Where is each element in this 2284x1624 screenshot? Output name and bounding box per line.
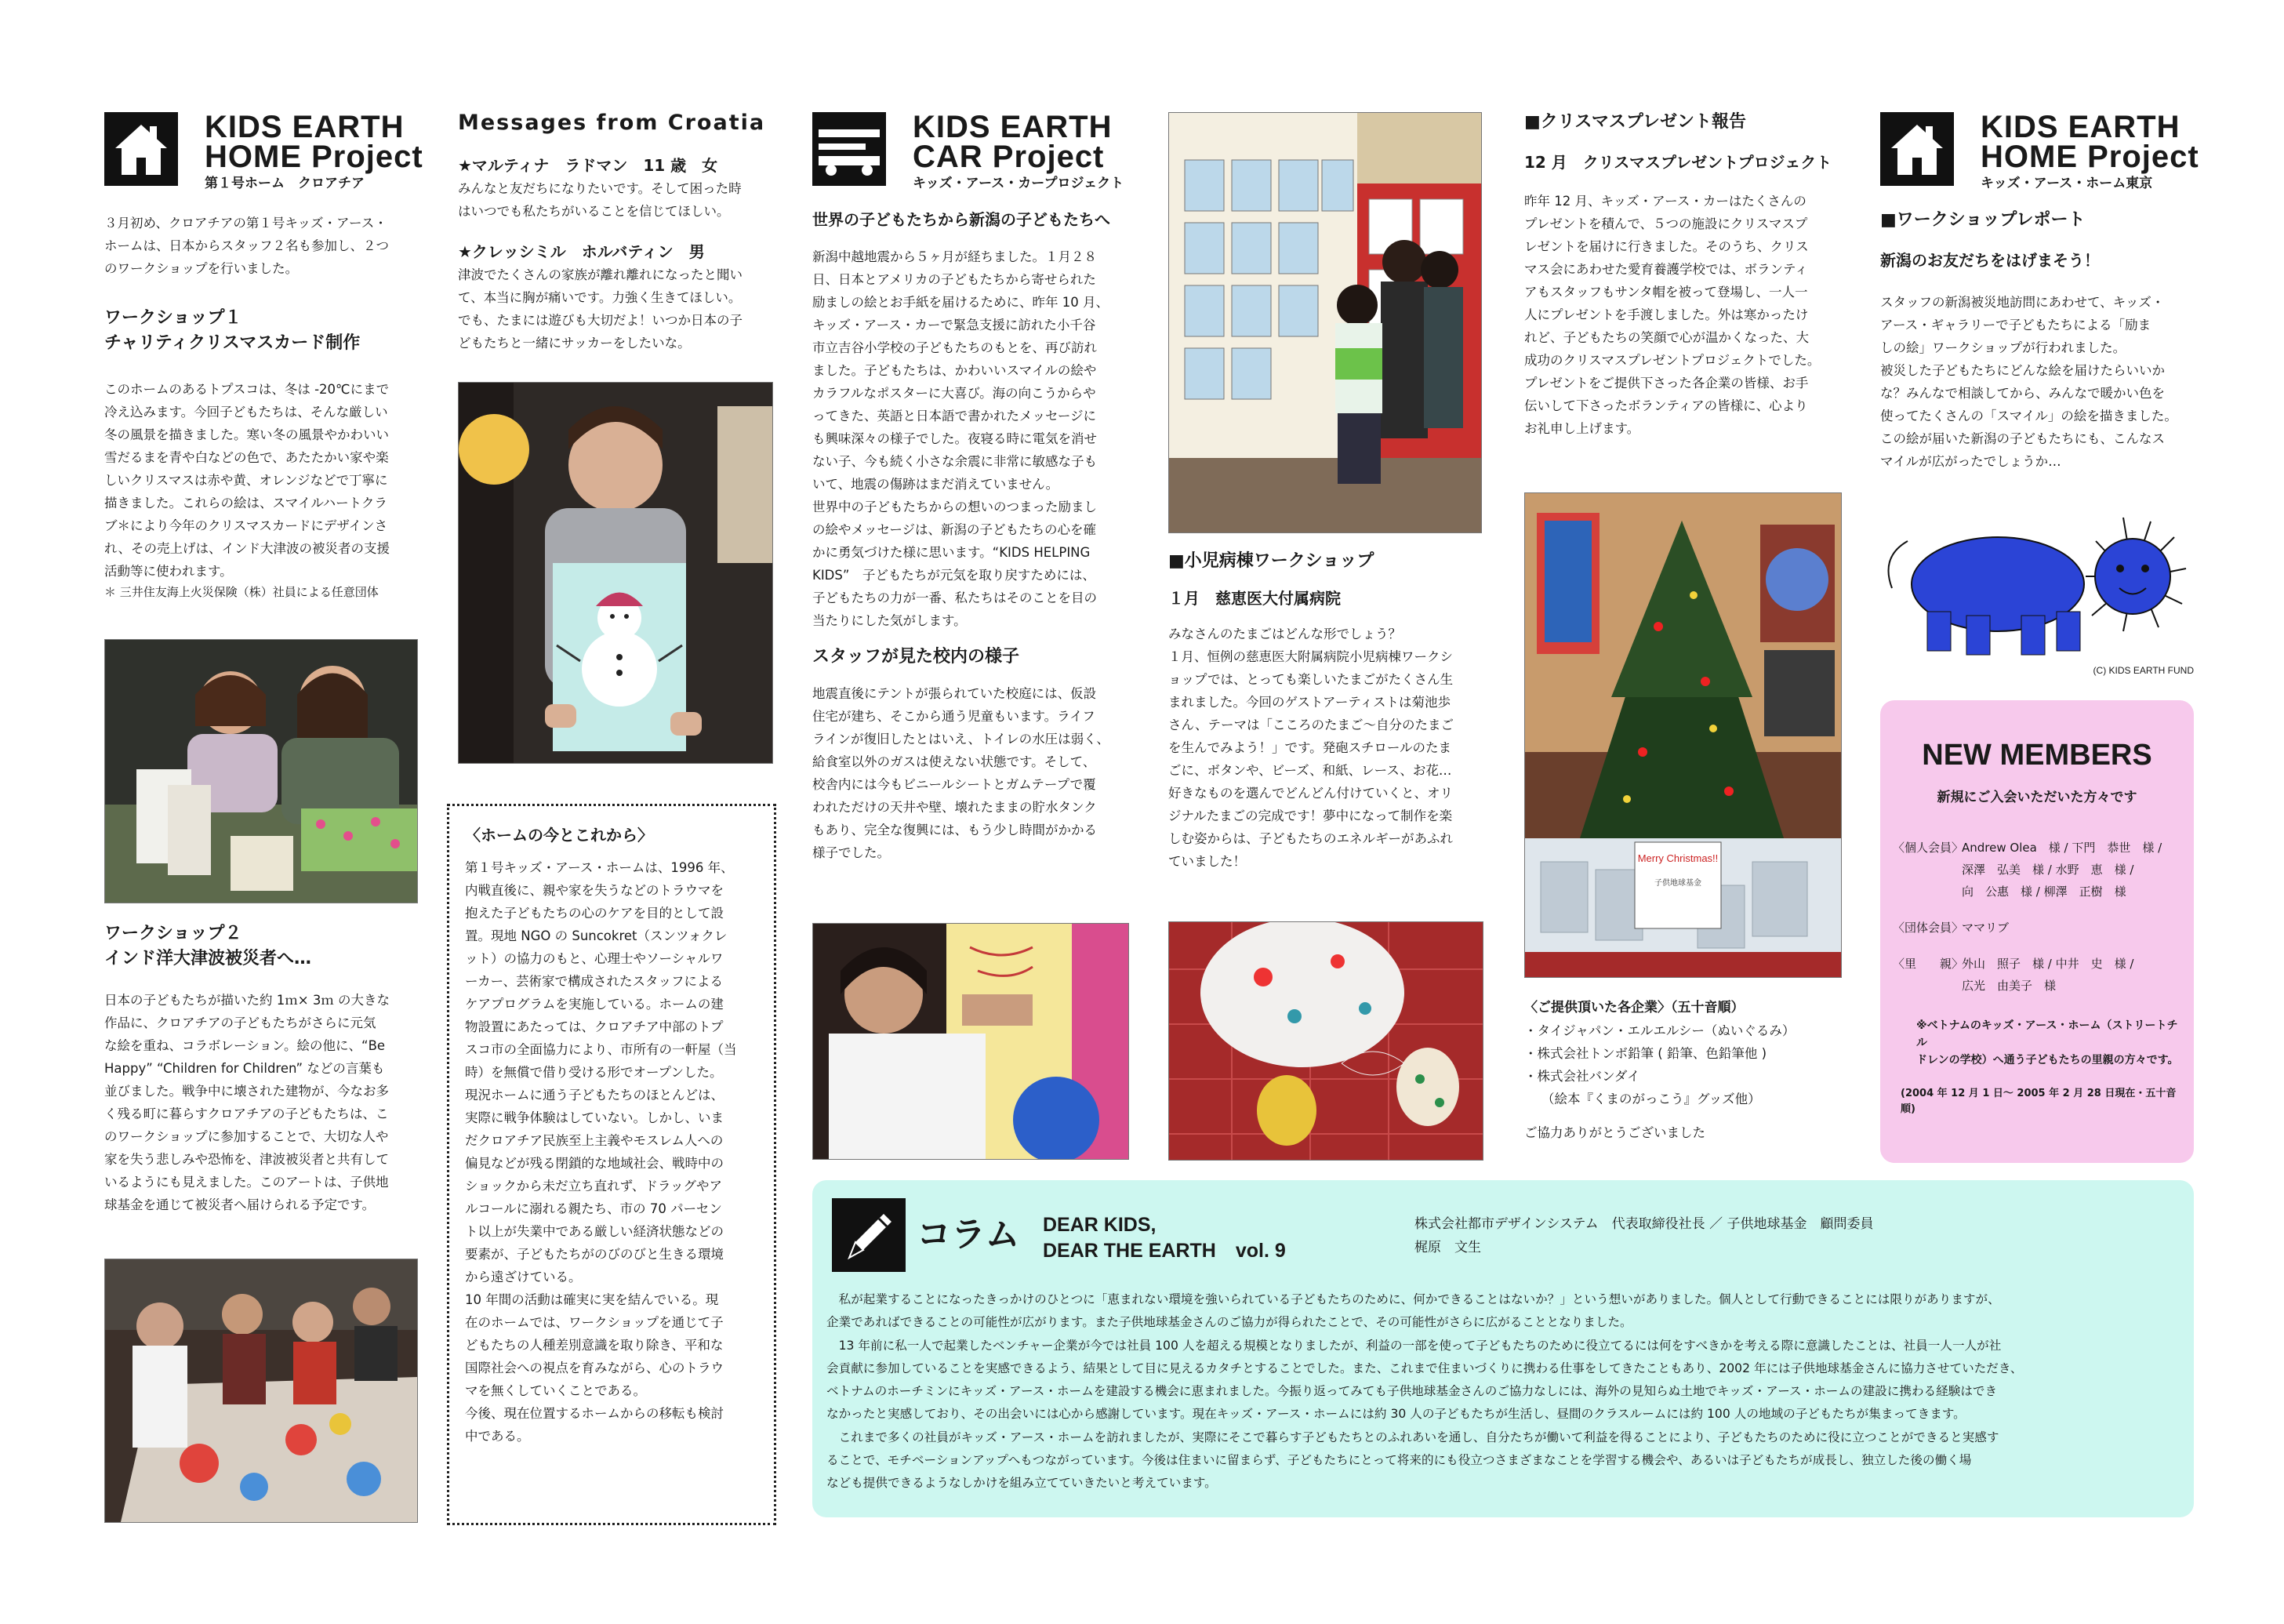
intro-text: ３月初め、クロアチアの第１号キッズ・アース・ ホームは、日本からスタッフ２名も参加し、２つ のワークショップを行いました。 xyxy=(104,216,389,276)
workshop1-section xyxy=(104,306,426,601)
members-period: (2004 年 12 月 1 日〜 2005 年 2 月 28 日現在・五十音順) xyxy=(1901,1088,2177,1115)
tokyo-workshop-title: ■ワークショップレポート xyxy=(1880,210,2086,230)
home-now-box xyxy=(447,804,776,1525)
school-body: 地震直後にテントが張られていた校庭には、仮設 住宅が建ち、そこから通う児童もいます。ライフ ラインが復旧したとはいえ、トイレの水圧は弱く、 給食室以外のガスは使えない状態です。そして、 校舎内には今もビニールシートとガムテープで覆 われただけの天井や壁、壊れたままの貯水タンク もあり、完全な復興には、もう少し時間がかかる 様子でした。 xyxy=(812,686,1109,860)
photo-school-gallery xyxy=(1168,112,1482,533)
house-icon xyxy=(1880,112,1954,186)
member-line: 外山 照子 様 / 中井 史 様 / xyxy=(1962,957,2134,971)
new-members-box xyxy=(1880,700,2194,1163)
column-author-title: 株式会社都市デザインシステム 代表取締役社長 ／ 子供地球基金 顧問委員 xyxy=(1414,1216,1874,1232)
kids-earth-car-logo xyxy=(812,112,1142,198)
tokyo-workshop xyxy=(1880,208,2210,473)
sponsor-item: ・株式会社トンボ鉛筆 ( 鉛筆、色鉛筆他 ) xyxy=(1524,1046,1767,1061)
drawing-credit: (C) KIDS EARTH FUND xyxy=(2093,665,2194,676)
group-members xyxy=(1893,917,2181,939)
photo-boy-snowman xyxy=(458,382,773,764)
christmas-title: ■クリスマスプレゼント報告 xyxy=(1524,112,1747,132)
hospital-subtitle: １月 慈恵医大付属病院 xyxy=(1168,589,1341,608)
tokyo-workshop-body: スタッフの新潟被災地訪問にあわせて、キッズ・ アース・ギャラリーで子どもたちによる「励ま しの絵」ワークショップが行われました。 被災した子どもたちにどんな絵を届けたらいいか な？みんなで相談してから、みんなで暖かい色を 使ってたくさんの「スマイル」の絵を描きました。 この絵が届いた新潟の子どもたちにも、こんなス マイルが広がったでしょうか… xyxy=(1880,295,2177,469)
member-line: 広光 由美子 様 xyxy=(1962,979,2057,993)
kids-earth-home-tokyo-logo xyxy=(1880,110,2199,198)
member-line: ママリブ xyxy=(1962,921,2010,935)
new-members-title: NEW MEMBERS xyxy=(1922,739,2152,772)
logo-subtitle: キッズ・アース・ホーム東京 xyxy=(1981,176,2153,191)
home-now-body: 第１号キッズ・アース・ホームは、1996 年、 内戦直後に、親や家を失うなどのトラウマを 抱えた子どもたちの心のケアを目的として設 置。現地 NGO の Suncokret（スンツォクレ ット）の協力のもと、心理士やソーシャルワ ーカー、芸術家で構成されたスタッフによる ケアプログラムを実施している。ホームの建 物設置にあたっては、クロアチア中部のトプ スコ市の全面協力により、市所有の一軒屋（当 時）を無償で借り受ける形でオープンした。 現況ホームに通う子どもたちのほとんどは、 実際に戦争体験はしていない。しかし、いま だクロアチア民族至上主義やモスレム人への 偏見などが残る閉鎖的な地域社会、戦時中の ショックから未だ立ち直れず、ドラッグやア ルコールに溺れる親たち、市の 70 パーセン ト以上が失業中である厳しい経済状態などの 要素が、子どもたちがのびのびと生きる環境 から遠ざけている。 10 年間の活動は確実に実を結んでいる。現 在のホームでは、ワークショップを通じて子 どもたちの人種差別意識を取り除き、平和な 国際社会への視点を育みながら、心のトラウ マを無くしていくことである。 今後、現在位置するホームからの移転も検討 中である。 xyxy=(465,860,737,1444)
sponsor-item-note: （絵本『くまのがっこう』グッズ他） xyxy=(1541,1092,1761,1106)
car-project-section xyxy=(812,208,1142,864)
photo-decorated-eggs xyxy=(1168,921,1483,1161)
message2-head: ★クレッシミル ホルバティン 男 xyxy=(458,242,705,261)
workshop2-body: 日本の子どもたちが描いた約 1ｍ× 3ｍ の大きな 作品に、クロアチアの子どもたちがさらに元気 な絵を重ね、コラボレーション。絵の他に、“Be Happy” “Children for Children” などの言葉も 並びました。戦争中に壊された建物が、今なお多 く残る町に暮らすクロアチアの子どもたちは、こ のワークショップに参加することで、大切な人や 家を失う悲しみや恐怖を、津波被災者と共有して いるようにも見えました。このアートは、子供地 球基金を通じて被災者へ届けられる予定です。 xyxy=(104,993,390,1212)
logo-line2: CAR Project xyxy=(913,140,1105,174)
card-greeting: Merry Christmas!! xyxy=(1637,852,1719,864)
sponsor-item: ・株式会社バンダイ xyxy=(1524,1069,1640,1084)
logo-line2: HOME Project xyxy=(205,140,423,174)
member-line: 深澤 弘美 様 / 水野 恵 様 / xyxy=(1962,863,2134,877)
column-title: コラム xyxy=(917,1215,1020,1255)
logo-line1: KIDS EARTH xyxy=(1981,110,2181,144)
hospital-title: ■小児病棟ワークショップ xyxy=(1168,551,1374,571)
column-series-line2: DEAR THE EARTH vol. 9 xyxy=(1043,1240,1286,1262)
sponsors-head: 〈ご提供頂いた各企業〉（五十音順） xyxy=(1524,1000,1745,1015)
sponsor-item: ・タイジャパン・エルエルシー（ぬいぐるみ） xyxy=(1524,1023,1796,1038)
croatia-intro xyxy=(104,212,426,280)
message1-body: みんなと友だちになりたいです。そして困った時 はいつでも私たちがいることを信じてほしい。 xyxy=(458,181,742,219)
logo-line1: KIDS EARTH xyxy=(205,110,405,144)
individual-members xyxy=(1893,837,2181,903)
blue-lion-drawing xyxy=(1880,510,2194,674)
individual-label: 〈個人会員〉 xyxy=(1893,841,1964,855)
logo-line1: KIDS EARTH xyxy=(913,110,1113,144)
logo-line2: HOME Project xyxy=(1981,140,2199,174)
pencil-icon xyxy=(832,1198,906,1272)
niigata-body: 新潟中越地震から５ヶ月が経ちました。１月２８ 日、日本とアメリカの子どもたちから寄せられた 励ましの絵とお手紙を届けるために、昨年 10 月、 キッズ・アース・カーで緊急支援に訪れた小千谷 市立吉谷小学校の子どもたちのもとを、再び訪れ ました。子どもたちは、かわいいスマイルの絵や カラフルなポスターに大喜び。海の向こうからや ってきた、英語と日本語で書かれたメッセージに も興味深々の様子でした。夜寝る時に電気を消せ ない子、今も続く小さな余震に非常に敏感な子も いて、地震の傷跡はまだ消えていません。 世界中の子どもたちからの想いのつまった励まし の絵やメッセージは、新潟の子どもたちの心を確 かに勇気づけた様に思います。“KIDS HELPING KIDS” 子どもたちが元気を取り戻すためには、 子どもたちの力が一番、私たちはそのことを目の 当たりにした気がします。 xyxy=(812,249,1109,628)
workshop1-body: このホームのあるトプスコは、冬は -20℃にまで 冷え込みます。今回子どもたちは、そんな厳しい 冬の風景を描きました。寒い冬の風景やかわいい 雪だるまを青や白などの色で、あたたかい家や楽 しいクリスマスは赤や黄、オレンジなどで丁寧に 描きました。これらの絵は、スマイルハートクラ ブ＊により今年のクリスマスカードにデザインさ れ、その売上げは、インド大津波の被災者の支援 活動等に使われます。 xyxy=(104,382,390,579)
christmas-subtitle: 12 月 クリスマスプレゼントプロジェクト xyxy=(1524,153,1832,172)
photo-christmas-tree xyxy=(1524,492,1842,978)
logo-subtitle: キッズ・アース・カープロジェクト xyxy=(913,176,1124,191)
workshop1-subtitle: チャリティクリスマスカード制作 xyxy=(104,333,361,353)
card-sender: 子供地球基金 xyxy=(1654,879,1701,888)
new-members-subtitle: 新規にご入会いただいた方々です xyxy=(1937,790,2137,805)
photo-girls-cards xyxy=(104,639,418,903)
home-now-title: 〈ホームの今とこれから〉 xyxy=(465,826,653,845)
christmas-report xyxy=(1524,110,1854,440)
car-icon xyxy=(812,112,886,186)
workshop2-section xyxy=(104,921,426,1216)
message1-head: ★マルティナ ラドマン 11 歳 女 xyxy=(458,156,718,175)
niigata-title: 世界の子どもたちから新潟の子どもたちへ xyxy=(812,210,1110,229)
christmas-body: 昨年 12 月、キッズ・アース・カーはたくさんの プレゼントを積んで、５つの施設にクリスマスプ レゼントを届けに行きました。そのうち、クリス マス会にあわせた愛育養護学校では、ボランティ アもスタッフもサンタ帽を被って登場し、一人一 人にプレゼントを手渡しました。外は寒かったけ れど、子どもたちの笑顔で心が温かくなった、大 成功のクリスマスプレゼントプロジェクトでした。 プレゼントをご提供下さった各企業の皆様、お手 伝いして下さったボランティアの皆様に、心より お礼申し上げます。 xyxy=(1524,194,1821,436)
thanks-text: ご協力ありがとうございました xyxy=(1524,1125,1705,1140)
school-title: スタッフが見た校内の様子 xyxy=(812,647,1020,667)
column-body: 私が起業することになったきっかけのひとつに「恵まれない環境を強いられている子どもたちのために、何かできることはないか？」という想いがありました。個人として行動できることには限りがありますが、 企業であればできることの可能性が広がります。また子供地球基金さんのご協力が得られたことで、その可能性がさらに広がることとなりました。 13 年前に私一人で起業したベンチャー企業が今では社員 100 人を超える規模となりましたが、利益の一部を使って子どもたちのために役立てるには何をすべきかを考える際に意識したことは、社員一人一人が社 会貢献に参加していることを実感できるよう、結果として目に見えるカタチとすることでした。また、これまで住まいづくりに携わる仕事をしてきたこともあり、2002 年には子供地球基金さんに協力させていただき、 ベトナムのホーチミンにキッズ・アース・ホームを建設する機会に恵まれました。今振り返ってみても子供地球基金さんのご協力なしには、海外の見知らぬ土地でキッズ・アース・ホームの建設に携わる経験はでき なかったと実感しており、その出会いには心から感謝しています。現在キッズ・アース・ホームには約 30 人の子どもたちが生活し、昼間のクラスルームには約 100 人の地域の子どもたちが集まってきます。 これまで多くの社員がキッズ・アース・ホームを訪れましたが、実際にそこで暮らす子どもたちとのふれあいを通し、自分たちが働いて利益を得ることにより、子どもたちのために役に立つことができると実感す ることで、モチベーションアップへもつながっています。今後は住まいに留まらず、子どもたちにとって将来的にも役立つさまざまなことを学習する機会や、あるいは子どもたちが成長し、独立した後の働く場 なども提供できるようなしかけを組み立てていきたいと考えています。 xyxy=(826,1292,2023,1491)
column-author-name: 梶原 文生 xyxy=(1414,1240,1481,1255)
workshop2-title: ワークショップ２ xyxy=(104,924,242,943)
messages-title: Messages from Croatia xyxy=(458,111,766,135)
sponsors-section xyxy=(1524,996,1854,1144)
workshop1-footnote: ＊ 三井住友海上火災保険（株）社員による任意団体 xyxy=(104,585,379,599)
message2-body: 津波でたくさんの家族が離れ離れになったと聞い て、本当に胸が痛いです。力強く生きてほしい。 でも、たまには遊びも大切だよ！いつか日本の子 どもたちと一緒にサッカーをしたいな。 xyxy=(458,267,743,351)
hospital-body: みなさんのたまごはどんな形でしょう？ １月、恒例の慈恵医大附属病院小児病棟ワークシ ョップでは、とっても楽しいたまごがたくさん生 まれました。今回のゲストアーティストは菊池歩 さん、テーマは「こころのたまご〜自分のたまご を生んでみよう！」です。発砲スチロールのたま ごに、ボタンや、ビーズ、和紙、レース、お花… 好きなものを選んでどんどん付けていくと、オリ ジナルたまごの完成です！夢中になって制作を楽 しむ姿からは、子どもたちのエネルギーがあふれ ていました！ xyxy=(1168,627,1454,869)
photo-child-drawing xyxy=(812,923,1129,1160)
column-box xyxy=(812,1180,2194,1517)
workshop2-subtitle: インド洋大津波被災者へ… xyxy=(104,949,312,968)
foster-label: 〈里 親〉 xyxy=(1893,957,1964,971)
hospital-workshop xyxy=(1168,549,1498,873)
foster-members xyxy=(1893,953,2181,997)
photo-kids-painting xyxy=(104,1259,418,1523)
column-series-line1: DEAR KIDS, xyxy=(1043,1214,1157,1236)
group-label: 〈団体会員〉 xyxy=(1893,921,1964,935)
logo-subtitle: 第１号ホーム クロアチア xyxy=(205,176,365,191)
workshop1-title: ワークショップ１ xyxy=(104,308,242,328)
member-line: 向 公惠 様 / 柳澤 正樹 様 xyxy=(1962,885,2126,899)
croatia-messages xyxy=(458,110,787,354)
house-icon xyxy=(104,112,178,186)
kids-earth-home-logo xyxy=(104,110,423,198)
members-note: ※ベトナムのキッズ・アース・ホーム（ストリートチル ドレンの学校）へ通う子どもたちの里親の方々です。 xyxy=(1916,1019,2179,1066)
member-line: Andrew Olea 様 / 下門 恭世 様 / xyxy=(1962,841,2162,855)
tokyo-workshop-subtitle: 新潟のお友だちをはげまそう！ xyxy=(1880,251,2100,270)
